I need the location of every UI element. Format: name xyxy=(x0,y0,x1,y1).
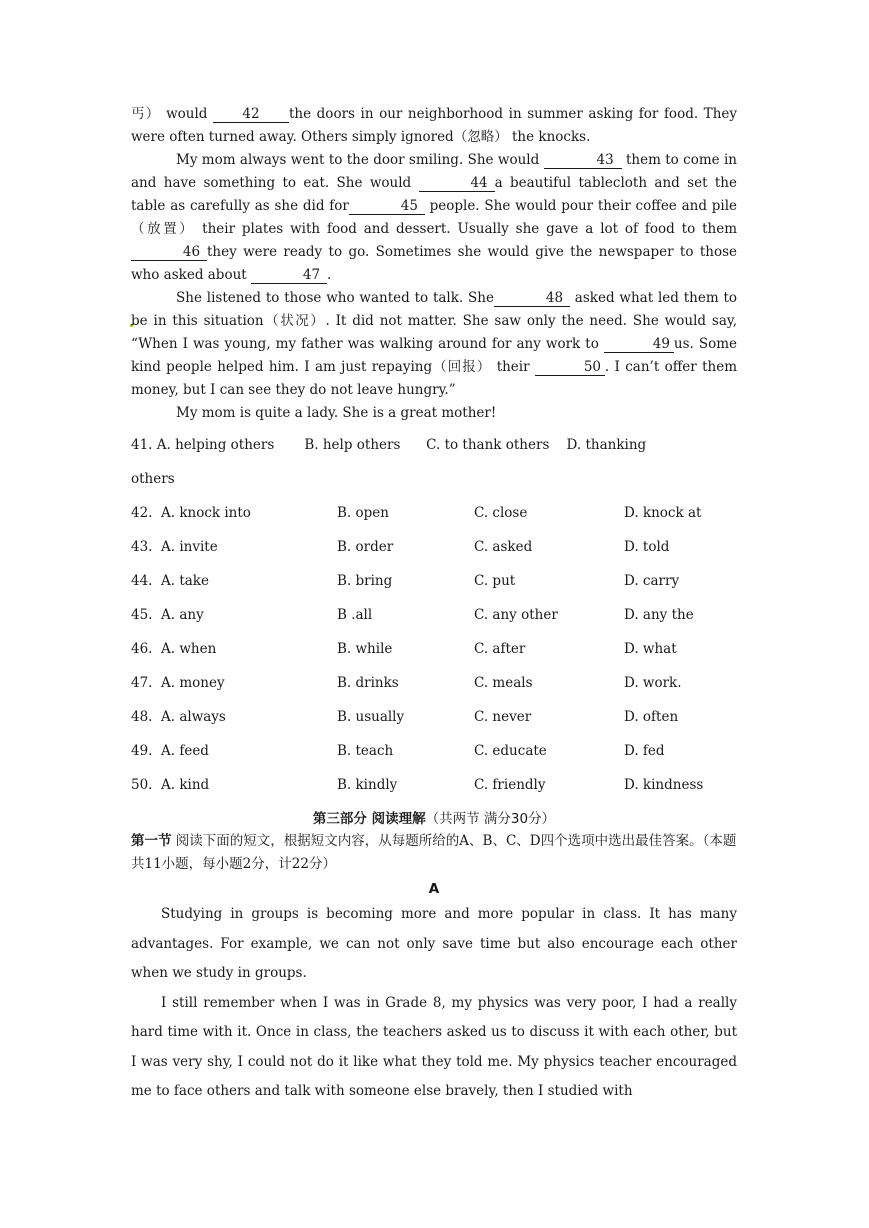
cloze-paragraph-3 xyxy=(131,287,737,402)
blank-50: 50 xyxy=(535,359,605,376)
option-c: C. after xyxy=(474,641,526,657)
text: a beautiful tablecloth and set the table as carefully as she did for xyxy=(131,175,737,214)
question-number: 44. xyxy=(131,573,153,589)
text: they were ready to go. Sometimes she would give the newspaper to those who asked about xyxy=(131,244,737,283)
question-number: 47. xyxy=(131,675,153,691)
question-row xyxy=(131,734,737,768)
option-d: D. carry xyxy=(624,573,680,589)
section-title-bold: 第三部分 阅读理解 xyxy=(312,811,426,827)
option-d: D. work. xyxy=(624,675,682,691)
text: . xyxy=(326,267,332,283)
option-c: C. any other xyxy=(474,607,558,623)
question-row xyxy=(131,496,737,530)
option-b: B. usually xyxy=(337,709,405,725)
blank-49: 49 xyxy=(604,336,674,353)
question-number: 50. xyxy=(131,777,153,793)
option-d: D. fed xyxy=(624,743,665,759)
passage-label: A xyxy=(428,881,440,897)
question-number: 46. xyxy=(131,641,153,657)
blank-46: 46 xyxy=(131,244,207,261)
instructions-text: 阅读下面的短文，根据短文内容，从每题所给的A、B、C、D四个选项中选出最佳答案。（本题共11小题，每小题2分，计22分） xyxy=(131,833,737,872)
question-row xyxy=(131,666,737,700)
option-c: C. put xyxy=(474,573,516,589)
option-a: A. kind xyxy=(161,777,210,793)
question-number: 43. xyxy=(131,539,153,555)
question-41-line-1: 41. A. helping others B. help others C. to thank others D. thanking xyxy=(131,437,647,453)
document-page xyxy=(131,103,737,1107)
option-d: D. any the xyxy=(624,607,694,623)
option-d: D. kindness xyxy=(624,777,704,793)
text: the doors in our neighborhood in summer asking for food. They were often turned away. Others simply ignored（忽略） the knocks. xyxy=(131,106,737,145)
section-title-rest: （共两节 满分30分） xyxy=(425,811,556,827)
option-c: C. never xyxy=(474,709,532,725)
passage-paragraph-1: Studying in groups is becoming more and more popular in class. It has many advantages. For example, we can not only save time but also encourage each other when we study in groups. xyxy=(131,906,737,981)
passage-paragraph-2: I still remember when I was in Grade 8, my physics was very poor, I had a really hard time with it. Once in class, the teachers asked us to discuss it with each other, but I was very shy, I could not do it like what they told me. My physics teacher encouraged me to face others and talk with someone else bravely, then I studied with xyxy=(131,994,737,1099)
question-list xyxy=(131,496,737,802)
option-c: C. asked xyxy=(474,539,533,555)
blank-45: 45 xyxy=(349,198,425,215)
cloze-paragraph-4: My mom is quite a lady. She is a great mother! xyxy=(176,405,497,421)
cloze-paragraph-2 xyxy=(131,149,737,287)
text: . I can’t offer them money, but I can see they do not leave hungry.” xyxy=(131,359,737,398)
option-c: C. educate xyxy=(474,743,547,759)
option-c: C. close xyxy=(474,505,528,521)
text: My mom always went to the door smiling. She would xyxy=(176,152,544,168)
question-row xyxy=(131,564,737,598)
blank-43: 43 xyxy=(544,152,622,169)
text: She listened to those who wanted to talk. She xyxy=(176,290,494,306)
section-1-instructions xyxy=(131,830,737,876)
option-b: B. teach xyxy=(337,743,394,759)
section-label: 第一节 xyxy=(131,833,172,849)
option-b: B. while xyxy=(337,641,393,657)
question-row xyxy=(131,700,737,734)
option-d: D. told xyxy=(624,539,670,555)
option-d: D. often xyxy=(624,709,679,725)
question-number: 42. xyxy=(131,505,153,521)
text: them to come in and have something to eat. She would xyxy=(131,152,737,191)
option-d: D. what xyxy=(624,641,677,657)
option-b: B. order xyxy=(337,539,394,555)
option-a: A. take xyxy=(161,573,209,589)
text: people. She would pour their coffee and pile（放置） their plates with food and dessert. Usually she gave a lot of food to them xyxy=(131,198,737,237)
option-b: B. open xyxy=(337,505,389,521)
option-a: A. money xyxy=(161,675,225,691)
option-a: A. when xyxy=(161,641,217,657)
text: us. Some kind people helped him. I am just repaying（回报） their xyxy=(131,336,738,375)
blank-47: 47 xyxy=(251,267,327,284)
question-row xyxy=(131,768,737,802)
blank-48: 48 xyxy=(494,290,570,307)
option-a: A. always xyxy=(161,709,226,725)
question-number: 48. xyxy=(131,709,153,725)
blank-42: 42 xyxy=(213,106,289,123)
question-row xyxy=(131,598,737,632)
question-row xyxy=(131,632,737,666)
cloze-paragraph-1 xyxy=(131,103,737,149)
option-b: B. bring xyxy=(337,573,393,589)
option-b: B. kindly xyxy=(337,777,398,793)
text: 丐） would xyxy=(131,106,213,122)
question-number: 49. xyxy=(131,743,153,759)
question-41-line-2: others xyxy=(131,471,175,487)
question-number: 45. xyxy=(131,607,153,623)
option-c: C. friendly xyxy=(474,777,546,793)
option-a: A. feed xyxy=(161,743,209,759)
option-a: A. any xyxy=(161,607,204,623)
blank-44: 44 xyxy=(419,175,495,192)
text: asked what led them to be in this situation（状况）. It did not matter. She saw only the need. She would say, “When I was young, my father was walking around for any work to xyxy=(131,290,737,352)
option-c: C. meals xyxy=(474,675,533,691)
section-3-title xyxy=(131,808,737,830)
question-41 xyxy=(131,428,737,496)
option-d: D. knock at xyxy=(624,505,702,521)
question-row xyxy=(131,530,737,564)
option-a: A. invite xyxy=(161,539,218,555)
option-a: A. knock into xyxy=(161,505,251,521)
option-b: B .all xyxy=(337,607,373,623)
option-b: B. drinks xyxy=(337,675,399,691)
